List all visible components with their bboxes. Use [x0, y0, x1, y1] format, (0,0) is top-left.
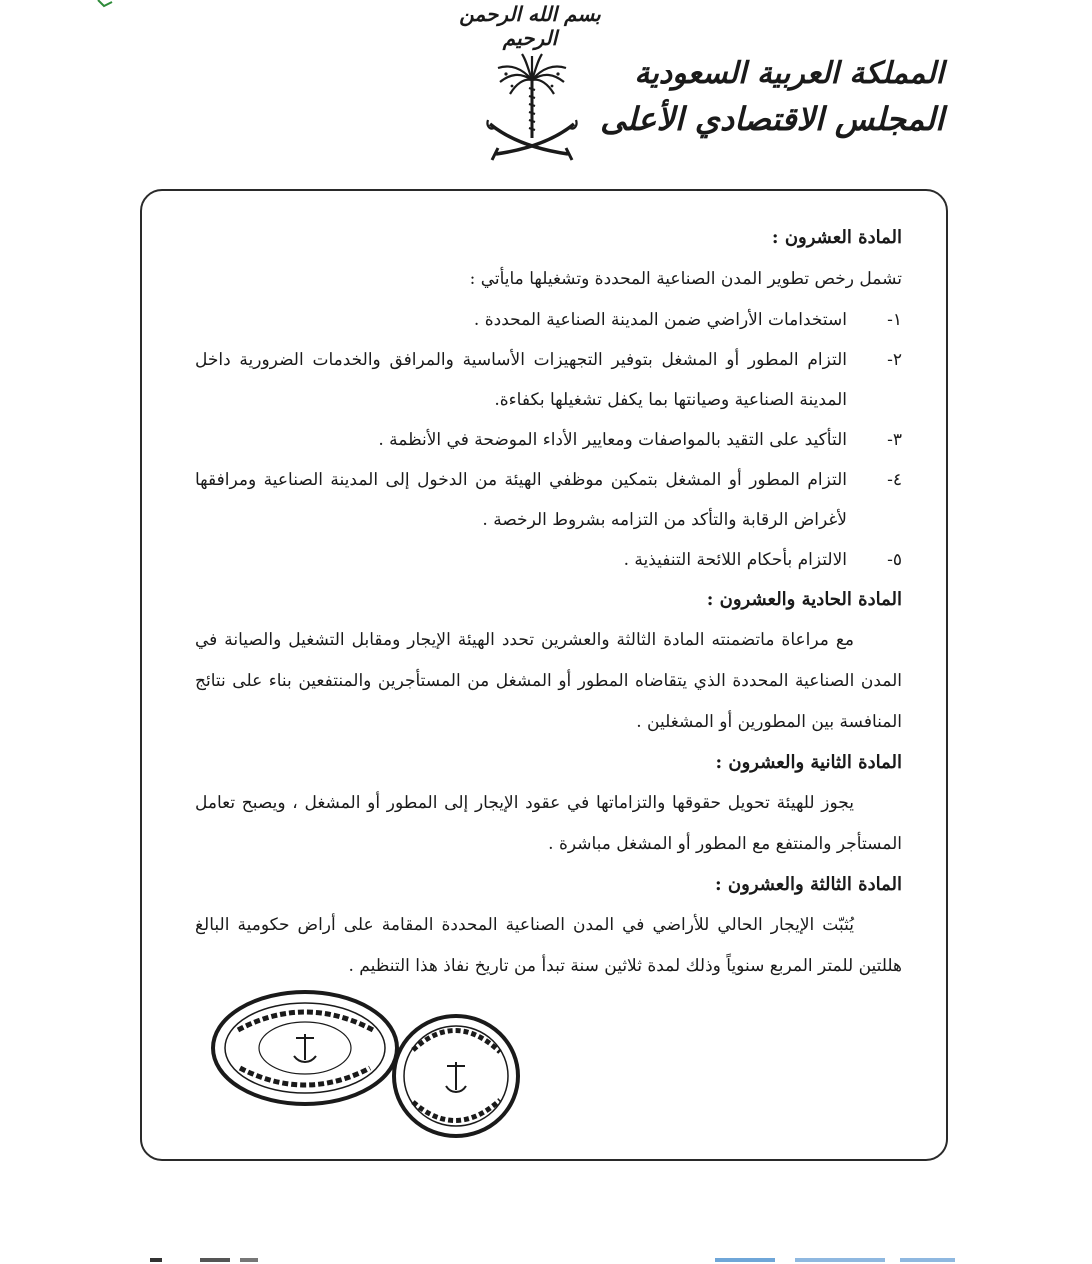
footer-mark-right	[715, 1257, 955, 1263]
article-20-intro: تشمل رخص تطوير المدن الصناعية المحددة وتشغيلها مايأتي :	[469, 269, 902, 289]
list-item-text: استخدامات الأراضي ضمن المدينة الصناعية المحددة .	[473, 310, 847, 330]
saudi-emblem-icon	[482, 50, 582, 165]
document-body	[195, 218, 902, 987]
organization-title	[600, 52, 944, 142]
article-23-text: يُثبّت الإيجار الحالي للأراضي في المدن الصناعية المحددة المقامة على أراض حكومية البالغ هللتين للمتر المربع سنوياً وذلك لمدة ثلاثين سنة تبدأ من تاريخ نفاذ هذا التنظيم .	[195, 915, 902, 976]
org-line-country: المملكة العربية السعودية	[634, 56, 944, 91]
document-header	[0, 0, 1092, 185]
official-seals	[208, 990, 523, 1140]
list-item-number: ١-	[887, 310, 902, 330]
org-line-council: المجلس الاقتصادي الأعلى	[600, 100, 944, 138]
article-20-heading: المادة العشرون :	[771, 227, 902, 248]
article-21-heading: المادة الحادية والعشرون :	[706, 589, 902, 610]
seal-supreme-economic-council	[213, 992, 397, 1104]
list-item	[195, 540, 902, 580]
list-item	[195, 420, 902, 460]
list-item-number: ٢-	[887, 350, 902, 370]
list-item	[195, 340, 902, 420]
footer-mark-left	[150, 1257, 260, 1263]
article-22-text: يجوز للهيئة تحويل حقوقها والتزاماتها في عقود الإيجار إلى المطور أو المشغل ، ويصبح تعامل المستأجر والمنتفع مع المطور أو المشغل مباشرة .	[195, 793, 902, 854]
article-21-text: مع مراعاة ماتضمنته المادة الثالثة والعشرين تحدد الهيئة الإيجار ومقابل التشغيل والصيانة في المدن الصناعية المحددة الذي يتقاضاه المطور أو المشغل من المستأجرين والمنتفعين بناء على نتائج المنافسة بين المطورين أو المشغلين .	[195, 630, 902, 732]
list-item-text: الالتزام بأحكام اللائحة التنفيذية .	[623, 550, 847, 570]
list-item-text: التزام المطور أو المشغل بتمكين موظفي الهيئة من الدخول إلى المدينة الصناعية ومرافقها لأغراض الرقابة والتأكد من التزامه بشروط الرخصة .	[195, 470, 847, 530]
article-23-heading: المادة الثالثة والعشرون :	[715, 874, 902, 895]
article-22-heading: المادة الثانية والعشرون :	[715, 752, 902, 773]
list-item-number: ٣-	[887, 430, 902, 450]
corner-mark-icon	[96, 0, 114, 8]
list-item	[195, 460, 902, 540]
list-item-text: التزام المطور أو المشغل بتوفير التجهيزات الأساسية والمرافق والخدمات الضرورية داخل المدينة الصناعية وصيانتها بما يكفل تشغيلها بكفاءة.	[195, 350, 847, 410]
list-item-text: التأكيد على التقيد بالمواصفات ومعايير الأداء الموضحة في الأنظمة .	[378, 430, 847, 450]
list-item	[195, 300, 902, 340]
list-item-number: ٤-	[887, 470, 902, 490]
basmala: بسم الله الرحمن الرحيم	[459, 2, 601, 50]
seal-council-of-ministers	[394, 1016, 518, 1136]
list-item-number: ٥-	[887, 550, 902, 570]
